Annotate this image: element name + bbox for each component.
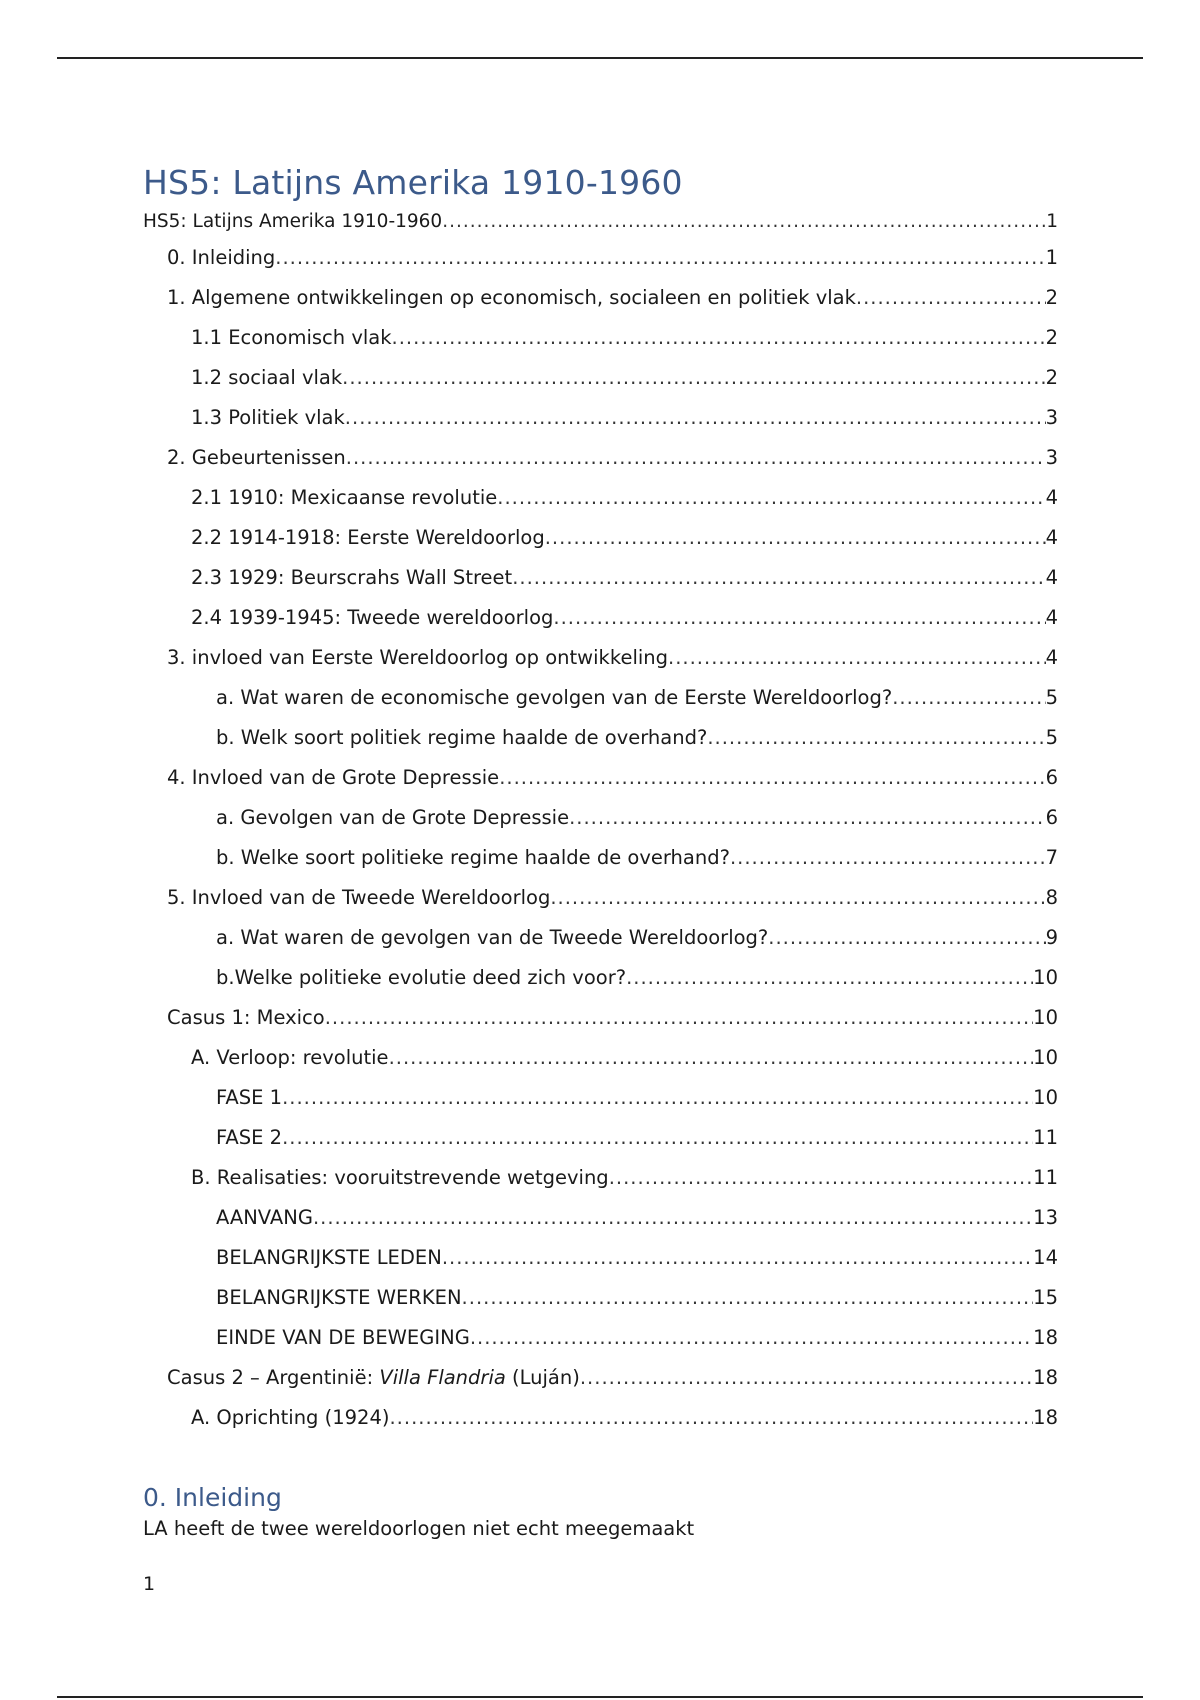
toc-entry-label: FASE 1: [216, 1086, 283, 1109]
toc-leader-dots: [392, 318, 1046, 358]
toc-entry-label: AANVANG: [216, 1206, 313, 1229]
toc-leader-dots: [325, 998, 1033, 1038]
toc-entry-label: 5. Invloed van de Tweede Wereldoorlog: [167, 886, 551, 909]
toc-entry[interactable]: [143, 398, 1058, 438]
toc-entry[interactable]: [143, 678, 1058, 718]
toc-leader-dots: [569, 798, 1046, 838]
toc-entry-label: 1. Algemene ontwikkelingen op economisch, socialeen en politiek vlak: [167, 286, 856, 309]
toc-entry[interactable]: [143, 558, 1058, 598]
toc-entry[interactable]: [143, 1278, 1058, 1318]
toc-entry[interactable]: [143, 1318, 1058, 1358]
toc-leader-dots: [342, 358, 1045, 398]
toc-entry-label-suffix: (Luján): [505, 1366, 580, 1389]
toc-entry-label: 1.2 sociaal vlak: [191, 366, 343, 389]
toc-entry-page: 1: [1045, 246, 1058, 269]
toc-leader-dots: [470, 1318, 1033, 1358]
toc-entry[interactable]: [143, 718, 1058, 758]
toc-leader-dots: [462, 1278, 1034, 1318]
toc-entry[interactable]: [143, 838, 1058, 878]
toc-leader-dots: [856, 278, 1046, 318]
toc-entry-label: 0. Inleiding: [167, 246, 276, 269]
toc-entry-page: 11: [1033, 1166, 1058, 1189]
toc-entry-label: 2.4 1939-1945: Tweede wereldoorlog: [191, 606, 554, 629]
toc-entry-page: 1: [1046, 211, 1058, 232]
toc-entry-page: 9: [1045, 926, 1058, 949]
toc-entry-label: 2.1 1910: Mexicaanse revolutie: [191, 486, 498, 509]
toc-leader-dots: [442, 1238, 1033, 1278]
toc-entry-page: 4: [1045, 526, 1058, 549]
toc-entry-page: 7: [1045, 846, 1058, 869]
toc-leader-dots: [389, 1038, 1034, 1078]
toc-entry-label: b. Welk soort politiek regime haalde de overhand?: [216, 726, 708, 749]
toc-entry-label: A. Verloop: revolutie: [191, 1046, 389, 1069]
toc-entry-page: 2: [1045, 286, 1058, 309]
toc-entry[interactable]: [143, 1238, 1058, 1278]
toc-leader-dots: [512, 558, 1045, 598]
toc-entry-page: 11: [1033, 1126, 1058, 1149]
document-page: [143, 160, 1058, 1544]
toc-entry-page: 10: [1033, 1046, 1058, 1069]
toc-leader-dots: [389, 1398, 1033, 1438]
toc-entry-label: 2.2 1914-1918: Eerste Wereldoorlog: [191, 526, 545, 549]
toc-entry-label: a. Gevolgen van de Grote Depressie: [216, 806, 570, 829]
toc-leader-dots: [553, 598, 1045, 638]
toc-entry[interactable]: [143, 358, 1058, 398]
toc-entry-label: a. Wat waren de gevolgen van de Tweede Wereldoorlog?: [216, 926, 769, 949]
table-of-contents: [143, 206, 1058, 1438]
toc-leader-dots: [499, 758, 1045, 798]
toc-leader-dots: [545, 518, 1046, 558]
toc-entry[interactable]: [143, 1198, 1058, 1238]
toc-entry-page: 6: [1045, 806, 1058, 829]
toc-entry-label-italic: Villa Flandria: [379, 1366, 506, 1389]
toc-leader-dots: [282, 1078, 1033, 1118]
toc-entry-label: 3. invloed van Eerste Wereldoorlog op ontwikkeling: [167, 646, 669, 669]
toc-entry-label: 1.1 Economisch vlak: [191, 326, 392, 349]
footer-rule: [57, 1696, 1143, 1698]
toc-entry-label: b.Welke politieke evolutie deed zich voor?: [216, 966, 627, 989]
toc-entry-page: 8: [1045, 886, 1058, 909]
toc-entry-page: 18: [1033, 1366, 1058, 1389]
section-body-text: LA heeft de twee wereldoorlogen niet echt meegemaakt: [143, 1517, 695, 1540]
toc-leader-dots: [282, 1118, 1033, 1158]
toc-entry[interactable]: [143, 1078, 1058, 1118]
toc-entry-label: 2.3 1929: Beurscrahs Wall Street: [191, 566, 513, 589]
toc-entry[interactable]: [143, 318, 1058, 358]
toc-entry-page: 4: [1045, 606, 1058, 629]
toc-entry-label: 2. Gebeurtenissen: [167, 446, 346, 469]
toc-entry-label: Casus 1: Mexico: [167, 1006, 325, 1029]
toc-leader-dots: [609, 1158, 1033, 1198]
toc-entry-page: 14: [1033, 1246, 1058, 1269]
toc-entry-page: 18: [1033, 1326, 1058, 1349]
toc-entry-page: 2: [1045, 366, 1058, 389]
toc-entry[interactable]: [143, 1158, 1058, 1198]
toc-entry[interactable]: [143, 998, 1058, 1038]
toc-entry-page: 15: [1033, 1286, 1058, 1309]
toc-leader-dots: [730, 838, 1046, 878]
toc-entry[interactable]: [143, 878, 1058, 918]
toc-entry-label: BELANGRIJKSTE WERKEN: [216, 1286, 462, 1309]
toc-entry[interactable]: [143, 798, 1058, 838]
toc-entry-page: 10: [1033, 1006, 1058, 1029]
toc-entry[interactable]: [143, 206, 1058, 238]
toc-entry[interactable]: [143, 638, 1058, 678]
toc-entry-page: 6: [1045, 766, 1058, 789]
toc-entry-page: 18: [1033, 1406, 1058, 1429]
toc-entry[interactable]: [143, 518, 1058, 558]
toc-entry-page: 2: [1045, 326, 1058, 349]
toc-leader-dots: [442, 206, 1046, 238]
toc-entry-label: A. Oprichting (1924): [191, 1406, 390, 1429]
toc-leader-dots: [768, 918, 1045, 958]
toc-entry[interactable]: [143, 438, 1058, 478]
toc-entry[interactable]: [143, 238, 1058, 278]
toc-entry-page: 4: [1045, 566, 1058, 589]
toc-entry-label: EINDE VAN DE BEWEGING: [216, 1326, 470, 1349]
toc-leader-dots: [707, 718, 1045, 758]
toc-entry-page: 10: [1033, 966, 1058, 989]
toc-entry-page: 5: [1045, 686, 1058, 709]
toc-leader-dots: [550, 878, 1045, 918]
toc-entry[interactable]: [143, 958, 1058, 998]
toc-entry-label: HS5: Latijns Amerika 1910-1960: [143, 211, 443, 232]
toc-entry[interactable]: [143, 278, 1058, 318]
header-rule: [57, 57, 1143, 59]
toc-leader-dots: [580, 1358, 1033, 1398]
toc-entry[interactable]: [143, 918, 1058, 958]
toc-entry[interactable]: [143, 478, 1058, 518]
toc-entry[interactable]: [143, 1038, 1058, 1078]
toc-entry-label: FASE 2: [216, 1126, 283, 1149]
toc-entry-label: 1.3 Politiek vlak: [191, 406, 345, 429]
toc-entry-page: 3: [1045, 406, 1058, 429]
toc-entry-label: BELANGRIJKSTE LEDEN: [216, 1246, 442, 1269]
toc-entry-label-prefix: Casus 2 – Argentinië:: [167, 1366, 380, 1389]
toc-entry[interactable]: [143, 1118, 1058, 1158]
toc-entry-page: 13: [1033, 1206, 1058, 1229]
toc-entry-label: [167, 1358, 580, 1398]
section-heading: 0. Inleiding: [143, 1483, 282, 1512]
page-number: 1: [143, 1573, 156, 1595]
toc-entry-page: 5: [1045, 726, 1058, 749]
toc-leader-dots: [345, 398, 1046, 438]
toc-leader-dots: [892, 678, 1045, 718]
toc-entry[interactable]: [143, 1358, 1058, 1398]
document-title: HS5: Latijns Amerika 1910-1960: [143, 163, 683, 202]
toc-leader-dots: [497, 478, 1045, 518]
toc-entry-page: 4: [1045, 646, 1058, 669]
toc-leader-dots: [275, 238, 1045, 278]
toc-entry-label: B. Realisaties: vooruitstrevende wetgeving: [191, 1166, 609, 1189]
toc-entry-page: 3: [1045, 446, 1058, 469]
toc-leader-dots: [668, 638, 1046, 678]
toc-leader-dots: [626, 958, 1033, 998]
toc-entry[interactable]: [143, 598, 1058, 638]
toc-entry-label: 4. Invloed van de Grote Depressie: [167, 766, 500, 789]
toc-entry[interactable]: [143, 1398, 1058, 1438]
toc-leader-dots: [313, 1198, 1033, 1238]
toc-entry-label: b. Welke soort politieke regime haalde de overhand?: [216, 846, 730, 869]
toc-entry-label: a. Wat waren de economische gevolgen van de Eerste Wereldoorlog?: [216, 686, 893, 709]
toc-leader-dots: [346, 438, 1046, 478]
toc-entry-page: 10: [1033, 1086, 1058, 1109]
toc-entry[interactable]: [143, 758, 1058, 798]
toc-entry-page: 4: [1045, 486, 1058, 509]
